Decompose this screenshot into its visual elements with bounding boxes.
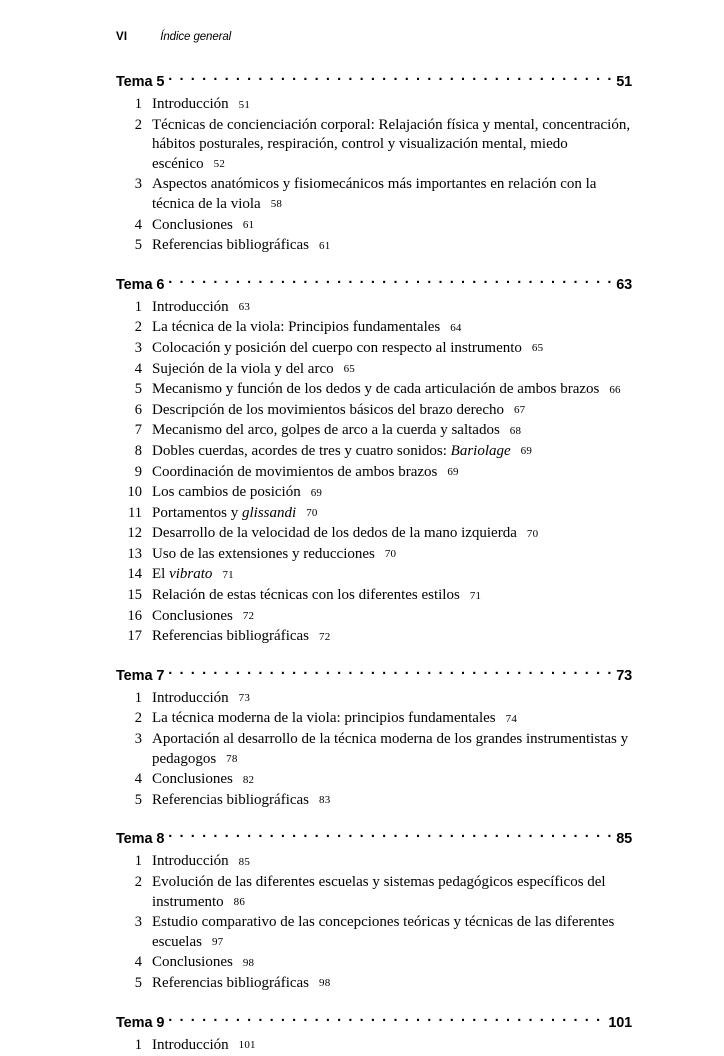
toc-section-entry[interactable] — [116, 974, 632, 995]
toc-section-title: Introducción — [152, 96, 229, 112]
toc-chapter-entry[interactable] — [116, 829, 632, 849]
toc-section-entry[interactable] — [116, 504, 632, 525]
running-head-title: Índice general — [160, 31, 232, 43]
toc-section-title: Conclusiones — [152, 607, 233, 624]
toc-section-number: 1 — [134, 96, 142, 112]
toc-section-entry[interactable] — [116, 913, 632, 953]
toc-section-page-number: 86 — [233, 896, 246, 909]
toc-section-body — [142, 380, 632, 401]
toc-section-body — [142, 442, 632, 463]
toc-section-title: Introducción — [152, 853, 229, 870]
toc-section-page-number: 101 — [238, 1039, 256, 1052]
toc-section-page-number: 52 — [213, 158, 226, 171]
toc-section-title: Técnicas de concienciación corporal: Relajación física y mental, concentración, hábitos posturales, respiración, control y visualización mental, miedo escénico — [152, 116, 631, 172]
toc-section-body — [142, 318, 632, 339]
toc-section-number: 15 — [127, 587, 142, 604]
toc-section-body — [142, 236, 632, 257]
toc-chapter-group — [116, 1013, 632, 1056]
toc-section-entry[interactable] — [116, 1036, 632, 1056]
toc-section-body — [142, 175, 632, 215]
toc-section-number: 1 — [134, 689, 142, 706]
toc-section-number: 9 — [134, 463, 142, 480]
toc-section-entry[interactable] — [116, 524, 632, 545]
toc-chapter-page-number: 85 — [616, 831, 632, 848]
toc-section-title: Desarrollo de la velocidad de los dedos de la mano izquierda — [152, 525, 517, 542]
toc-section-title: La técnica de la viola: Principios fundamentales — [152, 319, 441, 336]
toc-section-number: 5 — [134, 791, 142, 808]
toc-section-title: Conclusiones — [152, 954, 233, 971]
toc-section-entry[interactable] — [116, 730, 632, 770]
toc-chapter-label: Tema 9 — [116, 1014, 165, 1031]
toc-section-page-number: 98 — [319, 977, 331, 990]
toc-section-entry[interactable] — [116, 360, 632, 381]
toc-chapter-page-number: 63 — [616, 276, 632, 293]
toc-section-title: Aportación al desarrollo de la técnica moderna de los grandes instrumentistas y pedagogos — [152, 731, 629, 767]
toc-section-number: 11 — [128, 504, 142, 521]
toc-section-page-number: 65 — [531, 342, 544, 355]
toc-section-page-number: 67 — [513, 404, 526, 417]
toc-section-body — [142, 709, 632, 730]
toc-section-page-number: 68 — [509, 424, 522, 437]
toc-section-entry[interactable] — [116, 298, 632, 319]
toc-section-number: 1 — [134, 853, 142, 870]
toc-section-entry[interactable] — [116, 216, 632, 237]
toc-section-body — [142, 360, 632, 381]
toc-section-title: Conclusiones — [152, 771, 233, 788]
toc-chapter-entry[interactable] — [116, 72, 632, 92]
toc-chapter-group — [116, 666, 632, 812]
toc-section-number: 2 — [134, 116, 142, 133]
toc-section-entry[interactable] — [116, 709, 632, 730]
toc-section-entry[interactable] — [116, 401, 632, 422]
toc-section-page-number: 70 — [526, 527, 539, 540]
toc-section-title: Los cambios de posición — [152, 484, 301, 501]
toc-section-body — [142, 791, 632, 812]
toc-section-title-italic: vibrato — [169, 566, 213, 583]
toc-section-title-italic: Bariolage — [450, 442, 511, 459]
toc-section-body — [142, 627, 632, 648]
toc-section-page-number: 71 — [469, 589, 482, 602]
toc-section-body — [142, 421, 632, 442]
toc-section-entry[interactable] — [116, 380, 632, 401]
toc-section-title: La técnica moderna de la viola: principios fundamentales — [152, 710, 496, 727]
toc-section-page-number: 69 — [310, 486, 323, 499]
toc-section-body — [142, 913, 632, 953]
toc-section-body — [142, 504, 632, 525]
toc-section-body — [142, 953, 632, 974]
toc-section-page-number: 83 — [319, 794, 331, 807]
toc-section-title: Referencias bibliográficas — [152, 974, 310, 991]
toc-section-page-number: 97 — [211, 936, 224, 949]
toc-section-body — [142, 1036, 632, 1056]
toc-section-number: 3 — [134, 176, 142, 193]
toc-section-entry[interactable] — [116, 442, 632, 463]
toc-section-body — [142, 730, 632, 770]
toc-section-body — [142, 689, 632, 710]
toc-section-body — [142, 401, 632, 422]
dot-leader — [168, 72, 612, 86]
toc-section-title: Referencias bibliográficas — [152, 628, 310, 645]
toc-section-page-number: 70 — [384, 548, 397, 561]
toc-section-title: El — [152, 566, 170, 583]
dot-leader — [168, 1013, 604, 1027]
toc-section-title: Descripción de los movimientos básicos del brazo derecho — [152, 401, 504, 418]
toc-chapter-group — [116, 275, 632, 648]
toc-section-page-number: 73 — [238, 692, 251, 705]
toc-section-entry[interactable] — [116, 770, 632, 791]
toc-section-entry[interactable] — [116, 607, 632, 628]
toc-section-body — [142, 339, 632, 360]
toc-section-entry[interactable] — [116, 565, 632, 586]
toc-section-number: 2 — [134, 319, 142, 336]
toc-section-body — [142, 545, 632, 566]
toc-section-number: 13 — [127, 545, 142, 562]
page-folio: VI — [116, 31, 128, 43]
toc-section-title: Portamentos y — [152, 504, 242, 521]
toc-chapter-group — [116, 72, 632, 257]
toc-chapter-page-number: 101 — [608, 1014, 632, 1031]
toc-section-entry[interactable] — [116, 95, 632, 116]
toc-section-number: 5 — [134, 237, 142, 254]
toc-section-number: 2 — [134, 710, 142, 727]
toc-section-page-number: 71 — [222, 568, 234, 581]
toc-section-entry[interactable] — [116, 175, 632, 215]
toc-section-page-number: 98 — [242, 956, 255, 969]
toc-section-page-number: 85 — [238, 855, 251, 868]
running-head — [116, 31, 231, 43]
toc-section-page-number: 65 — [343, 363, 356, 376]
toc-section-entry[interactable] — [116, 873, 632, 913]
toc-section-body — [142, 770, 632, 791]
toc-section-entry[interactable] — [116, 318, 632, 339]
toc-chapter-label: Tema 6 — [116, 276, 165, 293]
toc-chapter-label: Tema 7 — [116, 667, 165, 684]
toc-section-title: Aspectos anatómicos y fisiomecánicos más importantes en relación con la técnica de la viola — [152, 176, 597, 212]
toc-section-entry[interactable] — [116, 953, 632, 974]
toc-chapter-page-number: 51 — [616, 74, 632, 90]
toc-section-title: Conclusiones — [152, 216, 233, 233]
toc-section-entry[interactable] — [116, 545, 632, 566]
toc-section-title: Evolución de las diferentes escuelas y sistemas pedagógicos específicos del instrumento — [152, 874, 606, 910]
toc-section-page-number: 70 — [306, 507, 318, 520]
toc-section-number: 3 — [134, 731, 142, 748]
toc-section-page-number: 72 — [242, 610, 255, 623]
toc-section-body — [142, 524, 632, 545]
toc-section-title: Introducción — [152, 298, 229, 315]
toc-section-number: 12 — [127, 525, 142, 542]
toc-section-entry[interactable] — [116, 689, 632, 710]
toc-section-page-number: 61 — [242, 219, 255, 232]
toc-section-entry[interactable] — [116, 421, 632, 442]
toc-section-number: 3 — [134, 914, 142, 931]
toc-section-page-number: 72 — [319, 630, 331, 643]
toc-section-entry[interactable] — [116, 791, 632, 812]
toc-section-title: Introducción — [152, 1036, 229, 1053]
toc-section-number: 1 — [134, 298, 142, 315]
toc-section-body — [142, 216, 632, 237]
toc-section-page-number: 78 — [226, 753, 238, 766]
toc-section-number: 2 — [134, 874, 142, 890]
toc-chapter-entry[interactable] — [116, 666, 632, 686]
toc-chapter-label: Tema 5 — [116, 74, 165, 90]
toc-section-entry[interactable] — [116, 116, 632, 176]
toc-section-page-number: 69 — [447, 466, 459, 478]
toc-section-number: 4 — [134, 771, 142, 788]
toc-section-number: 17 — [127, 628, 142, 645]
toc-section-title: Uso de las extensiones y reducciones — [152, 545, 375, 562]
toc-section-entry[interactable] — [116, 627, 632, 648]
toc-section-body — [142, 483, 632, 504]
toc-chapter-entry[interactable] — [116, 275, 632, 295]
toc-section-title: Sujeción de la viola y del arco — [152, 360, 334, 377]
toc-section-page-number: 51 — [238, 98, 251, 111]
toc-section-body — [142, 298, 632, 319]
toc-section-title: Introducción — [152, 689, 229, 706]
toc-section-page-number: 58 — [270, 198, 283, 211]
toc-section-page-number: 61 — [319, 239, 331, 252]
toc-chapter-entry[interactable] — [116, 1013, 632, 1033]
toc-section-title: Referencias bibliográficas — [152, 237, 310, 254]
toc-section-title: Estudio comparativo de las concepciones teóricas y técnicas de las diferentes escuelas — [152, 914, 615, 950]
toc-section-entry[interactable] — [116, 852, 632, 873]
toc-section-title: Colocación y posición del cuerpo con respecto al instrumento — [152, 339, 522, 356]
toc-section-page-number: 66 — [609, 383, 621, 396]
toc-section-entry[interactable] — [116, 339, 632, 360]
toc-section-body — [142, 852, 632, 873]
toc-section-number: 7 — [134, 422, 142, 439]
toc-section-title: Referencias bibliográficas — [152, 791, 310, 808]
toc-section-number: 3 — [134, 339, 142, 356]
table-of-contents — [116, 72, 632, 1056]
toc-section-body — [142, 974, 632, 995]
toc-section-page-number: 63 — [238, 301, 251, 314]
toc-section-page-number: 82 — [242, 773, 255, 786]
toc-section-number: 16 — [127, 607, 142, 624]
toc-section-title: Mecanismo del arco, golpes de arco a la cuerda y saltados — [152, 422, 500, 439]
toc-chapter-label: Tema 8 — [116, 831, 165, 848]
toc-section-body — [142, 607, 632, 628]
toc-section-page-number: 74 — [505, 712, 518, 725]
toc-section-title: Relación de estas técnicas con los diferentes estilos — [152, 587, 460, 604]
toc-section-number: 1 — [134, 1036, 142, 1053]
toc-section-body — [142, 463, 632, 484]
toc-section-number: 4 — [134, 954, 142, 971]
toc-section-title-italic: glissandi — [242, 504, 297, 521]
toc-section-number: 10 — [127, 484, 142, 501]
toc-section-body — [142, 586, 632, 607]
toc-section-number: 5 — [134, 381, 142, 398]
toc-section-entry[interactable] — [116, 236, 632, 257]
toc-section-body — [142, 873, 632, 913]
toc-section-number: 14 — [127, 566, 142, 583]
toc-chapter-page-number: 73 — [616, 667, 632, 684]
toc-section-entry[interactable] — [116, 463, 632, 484]
toc-section-number: 6 — [134, 401, 142, 418]
dot-leader — [168, 275, 612, 289]
toc-section-page-number: 64 — [450, 321, 462, 334]
dot-leader — [168, 829, 612, 843]
toc-section-page-number: 69 — [520, 445, 533, 458]
toc-section-number: 4 — [134, 216, 142, 233]
toc-section-entry[interactable] — [116, 483, 632, 504]
toc-section-number: 4 — [134, 360, 142, 377]
toc-chapter-group — [116, 829, 632, 994]
toc-section-body — [142, 565, 632, 586]
toc-section-number: 5 — [134, 974, 142, 991]
toc-section-title: Mecanismo y función de los dedos y de cada articulación de ambos brazos — [152, 381, 600, 398]
toc-section-entry[interactable] — [116, 586, 632, 607]
dot-leader — [168, 666, 612, 680]
toc-section-body — [142, 95, 632, 116]
toc-section-title: Coordinación de movimientos de ambos brazos — [152, 463, 438, 480]
toc-section-body — [142, 116, 632, 176]
toc-section-title: Dobles cuerdas, acordes de tres y cuatro sonidos: — [152, 442, 451, 459]
toc-section-number: 8 — [134, 442, 142, 459]
